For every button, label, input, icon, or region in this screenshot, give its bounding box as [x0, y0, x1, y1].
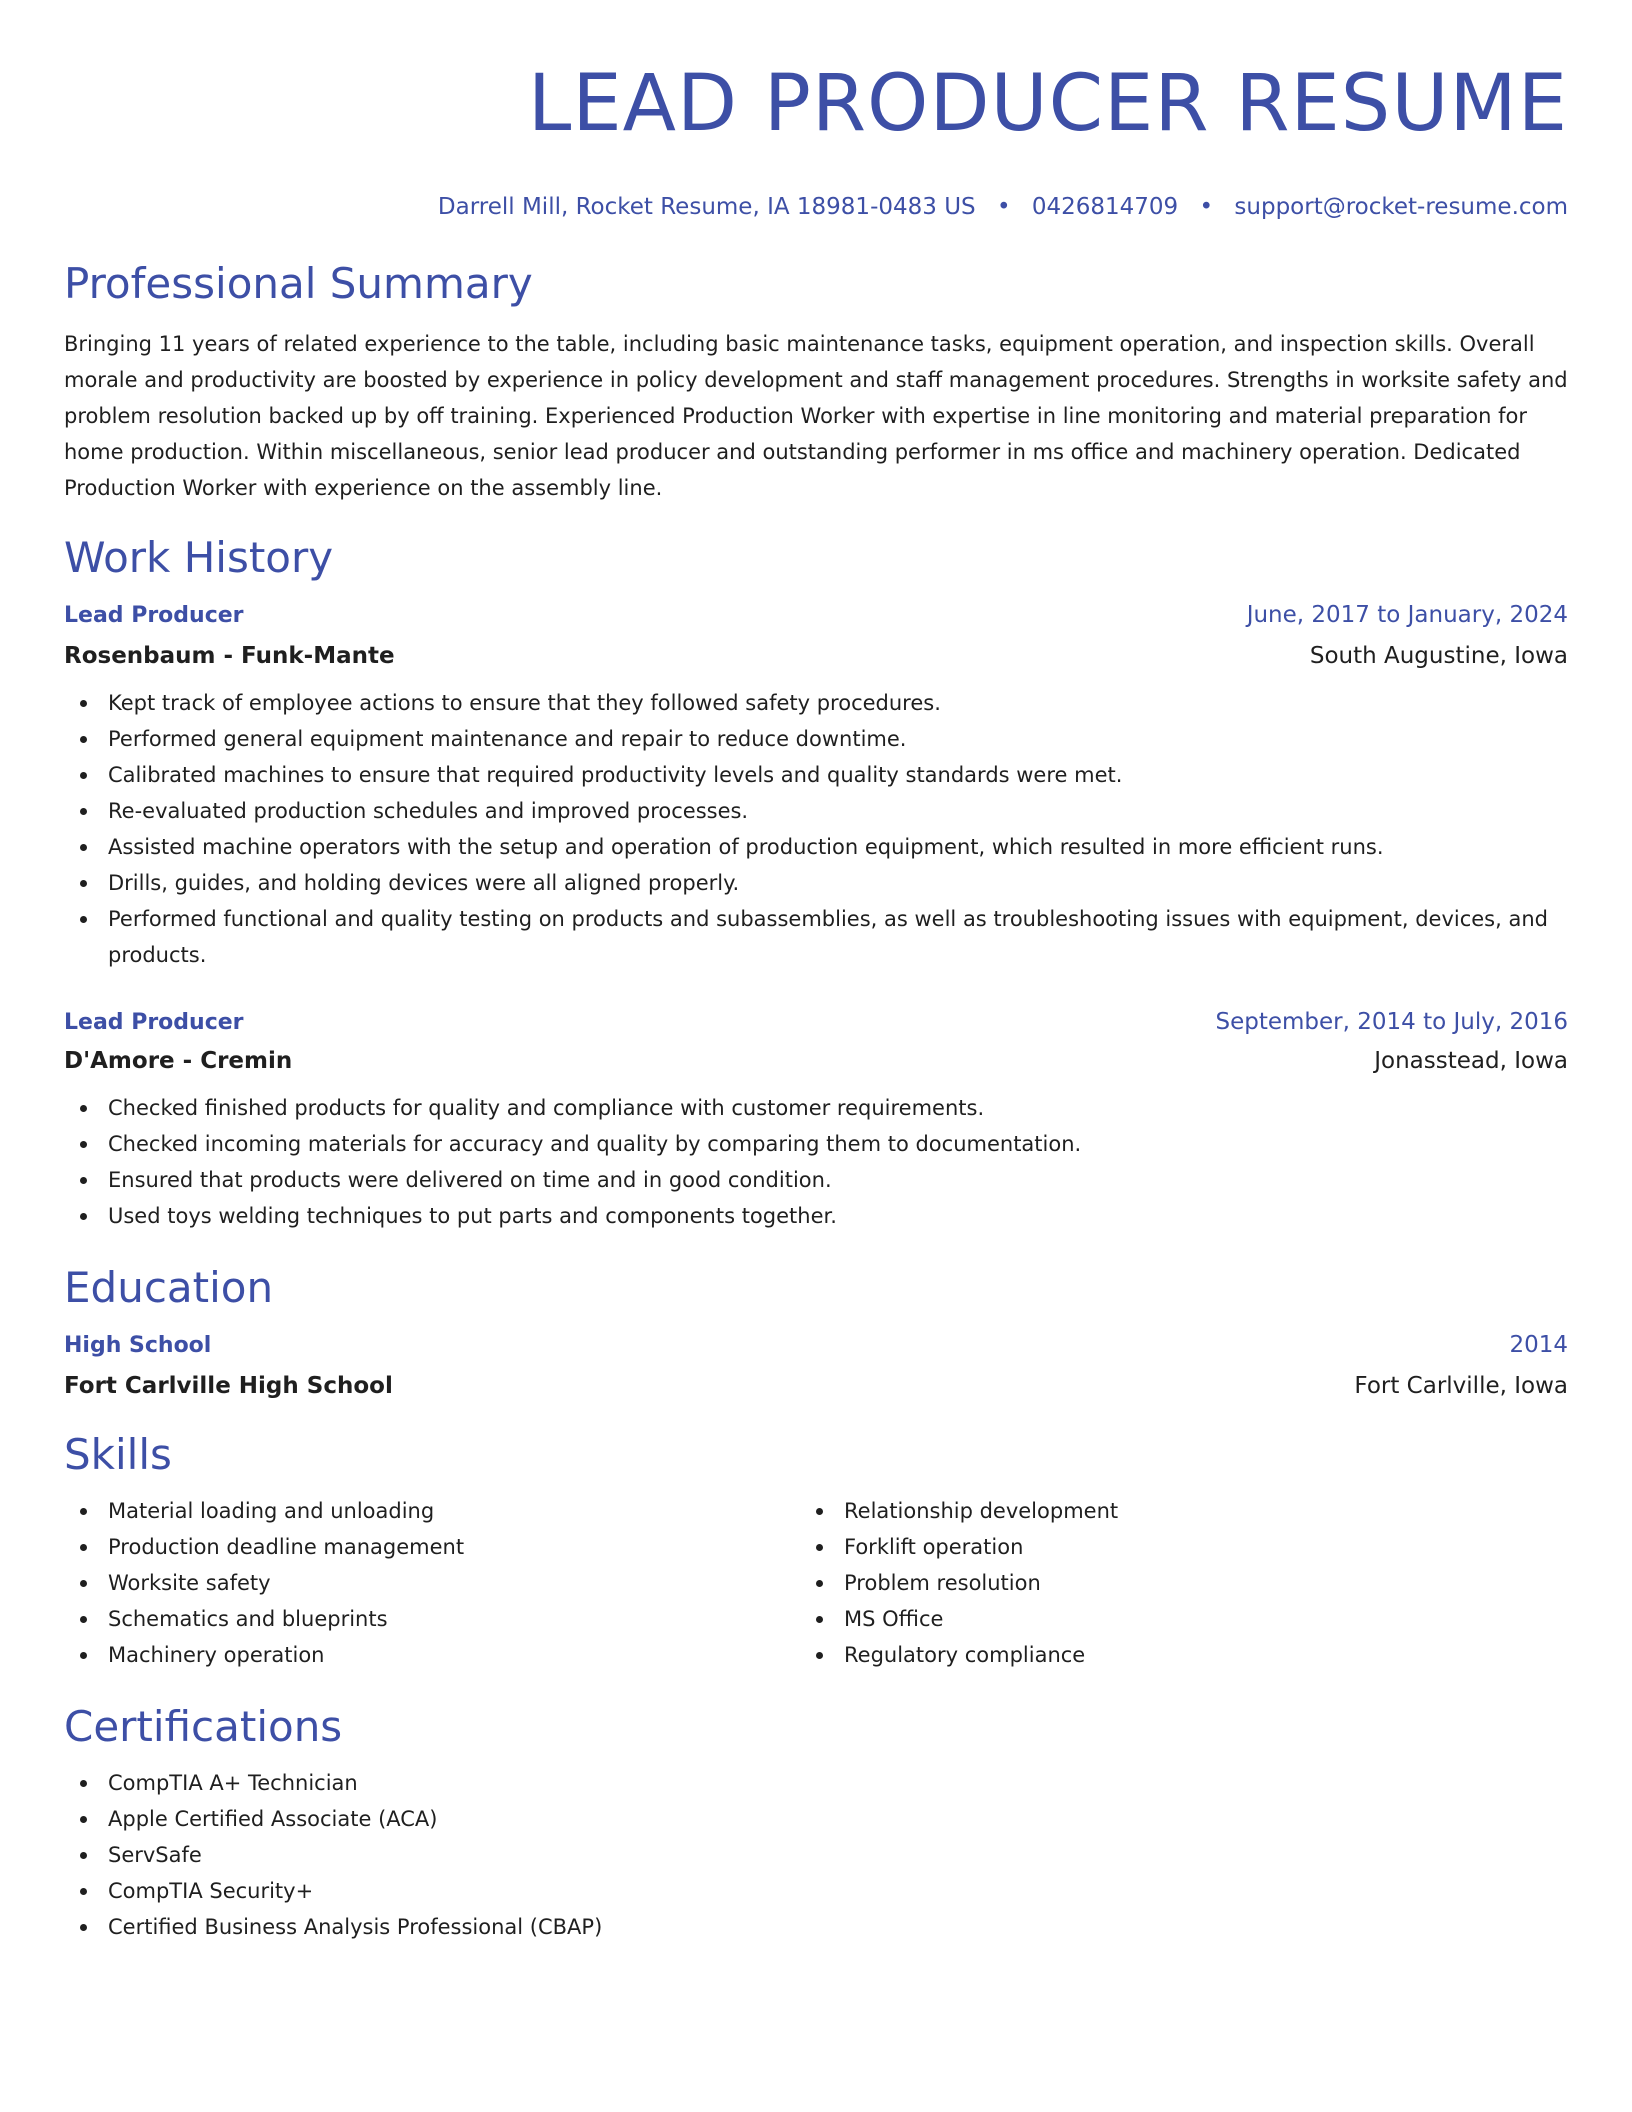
skills-section — [64, 1429, 1568, 1673]
job-location: Jonasstead, Iowa — [1374, 1048, 1568, 1074]
skills-list-right — [800, 1493, 1536, 1673]
list-item: Drills, guides, and holding devices were all aligned properly. — [64, 865, 1568, 901]
list-item: Machinery operation — [64, 1637, 800, 1673]
list-item: Worksite safety — [64, 1565, 800, 1601]
contact-email: support@rocket-resume.com — [1234, 194, 1568, 220]
skills-list-left — [64, 1493, 800, 1673]
list-item: Forklift operation — [800, 1529, 1536, 1565]
job-header-row — [64, 1007, 1568, 1038]
list-item: Checked incoming materials for accuracy and quality by comparing them to documentation. — [64, 1126, 1568, 1162]
job-duties-list — [64, 1090, 1568, 1234]
education-location: Fort Carlville, Iowa — [1354, 1373, 1568, 1399]
contact-address: Darrell Mill, Rocket Resume, IA 18981-0483 US — [437, 194, 976, 220]
list-item: Checked finished products for quality and compliance with customer requirements. — [64, 1090, 1568, 1126]
contact-phone: 0426814709 — [1031, 194, 1179, 220]
list-item: Apple Certified Associate (ACA) — [64, 1801, 1568, 1837]
list-item: MS Office — [800, 1601, 1536, 1637]
list-item: Kept track of employee actions to ensure that they followed safety procedures. — [64, 685, 1568, 721]
job-employer-row — [64, 1046, 1568, 1076]
job-duties-list — [64, 685, 1568, 973]
skills-columns — [64, 1493, 1568, 1673]
job-title: Lead Producer — [64, 603, 244, 628]
contact-line — [64, 192, 1568, 222]
job-employer-row — [64, 641, 1568, 671]
contact-separator: • — [996, 194, 1011, 220]
job-employer: D'Amore - Cremin — [64, 1048, 293, 1074]
skills-heading: Skills — [64, 1430, 172, 1479]
list-item: Performed general equipment maintenance and repair to reduce downtime. — [64, 721, 1568, 757]
list-item: Production deadline management — [64, 1529, 800, 1565]
list-item: Used toys welding techniques to put parts and components together. — [64, 1198, 1568, 1234]
job-location: South Augustine, Iowa — [1309, 643, 1568, 669]
education-header-row — [64, 1330, 1568, 1361]
job-dates: September, 2014 to July, 2016 — [1215, 1009, 1568, 1035]
summary-section — [64, 258, 1568, 506]
list-item: Material loading and unloading — [64, 1493, 800, 1529]
list-item: Assisted machine operators with the setup and operation of production equipment, which resulted in more efficient runs. — [64, 829, 1568, 865]
job-dates: June, 2017 to January, 2024 — [1246, 602, 1568, 628]
list-item: Performed functional and quality testing on products and subassemblies, as well as troubleshooting issues with equipment, devices, and products. — [64, 901, 1568, 973]
summary-heading: Professional Summary — [64, 259, 533, 308]
job-employer: Rosenbaum - Funk-Mante — [64, 643, 395, 669]
list-item: CompTIA Security+ — [64, 1873, 1568, 1909]
list-item: Calibrated machines to ensure that required productivity levels and quality standards were met. — [64, 757, 1568, 793]
education-year: 2014 — [1509, 1332, 1568, 1358]
education-school-row — [64, 1371, 1568, 1401]
list-item: Ensured that products were delivered on time and in good condition. — [64, 1162, 1568, 1198]
work-history-heading: Work History — [64, 533, 334, 582]
list-item: Regulatory compliance — [800, 1637, 1536, 1673]
list-item: Problem resolution — [800, 1565, 1536, 1601]
job-header-row — [64, 600, 1568, 631]
list-item: Relationship development — [800, 1493, 1536, 1529]
list-item: ServSafe — [64, 1837, 1568, 1873]
summary-text: Bringing 11 years of related experience to the table, including basic maintenance tasks, equipment operation, and inspection skills. Overall morale and productivity are boosted by experience in policy development and staff management procedures. Strengths in worksite safety and problem resolution backed up by off training. Experienced Production Worker with expertise in line monitoring and material preparation for home production. Within miscellaneous, senior lead producer and outstanding performer in ms office and machinery operation. Dedicated Production Worker with experience on the assembly line. — [64, 332, 1568, 500]
certifications-list — [64, 1765, 1568, 1945]
work-history-section — [64, 532, 1568, 1234]
list-item: Schematics and blueprints — [64, 1601, 800, 1637]
certifications-section — [64, 1701, 1568, 1945]
education-school: Fort Carlville High School — [64, 1373, 393, 1399]
job-entry — [64, 1007, 1568, 1234]
job-entry — [64, 600, 1568, 973]
list-item: Certified Business Analysis Professional (CBAP) — [64, 1909, 1568, 1945]
certifications-heading: Certifications — [64, 1702, 343, 1751]
list-item: Re-evaluated production schedules and improved processes. — [64, 793, 1568, 829]
education-degree: High School — [64, 1333, 212, 1358]
resume-title: LEAD PRODUCER RESUME — [527, 59, 1568, 149]
education-heading: Education — [64, 1263, 274, 1312]
contact-separator: • — [1199, 194, 1214, 220]
job-title: Lead Producer — [64, 1010, 244, 1035]
list-item: CompTIA A+ Technician — [64, 1765, 1568, 1801]
education-section — [64, 1262, 1568, 1401]
